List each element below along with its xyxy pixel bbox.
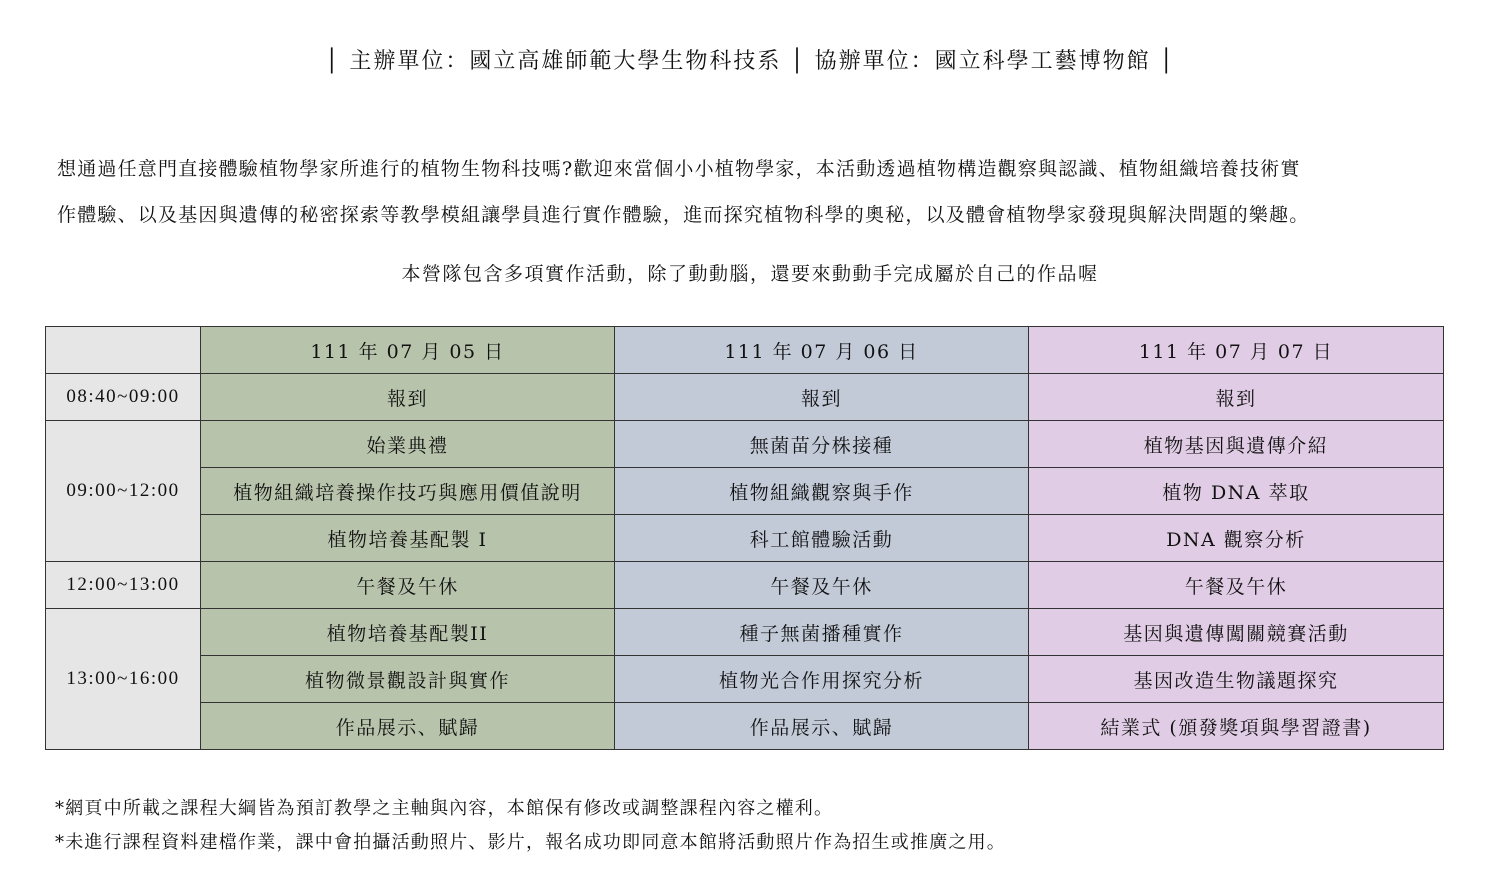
activity-cell: 植物光合作用探究分析 — [615, 656, 1029, 703]
time-slot-cell: 09:00~12:00 — [46, 421, 201, 562]
activity-cell: 科工館體驗活動 — [615, 515, 1029, 562]
activity-cell: 植物培養基配製II — [201, 609, 615, 656]
activity-cell: 植物基因與遺傳介紹 — [1029, 421, 1444, 468]
activity-cell: 報到 — [1029, 374, 1444, 421]
day-header-2: 111 年 07 月 06 日 — [615, 327, 1029, 374]
table-row — [46, 562, 1444, 609]
activity-cell: 無菌苗分株接種 — [615, 421, 1029, 468]
footnote-photo-consent: *未進行課程資料建檔作業，課中會拍攝活動照片、影片，報名成功即同意本館將活動照片作為招生或推廣之用。 — [55, 832, 1006, 853]
table-header-row — [46, 327, 1444, 374]
activity-cell: DNA 觀察分析 — [1029, 515, 1444, 562]
activity-cell: 始業典禮 — [201, 421, 615, 468]
activity-cell: 作品展示、賦歸 — [201, 703, 615, 750]
time-slot-cell: 08:40~09:00 — [46, 374, 201, 421]
table-row — [46, 609, 1444, 656]
table-row — [46, 515, 1444, 562]
table-row — [46, 656, 1444, 703]
activity-cell: 午餐及午休 — [201, 562, 615, 609]
time-slot-cell: 13:00~16:00 — [46, 609, 201, 750]
schedule-table — [45, 326, 1444, 750]
table-row — [46, 468, 1444, 515]
activity-cell: 結業式 (頒發獎項與學習證書) — [1029, 703, 1444, 750]
footnote-disclaimer: *網頁中所載之課程大綱皆為預訂教學之主軸與內容，本館保有修改或調整課程內容之權利。 — [55, 798, 834, 819]
activity-cell: 報到 — [615, 374, 1029, 421]
activity-cell: 報到 — [201, 374, 615, 421]
organizer-header: │ 主辦單位：國立高雄師範大學生物科技系 │ 協辦單位：國立科學工藝博物館 │ — [325, 49, 1175, 74]
activity-cell: 種子無菌播種實作 — [615, 609, 1029, 656]
table-row — [46, 421, 1444, 468]
day-header-1: 111 年 07 月 05 日 — [201, 327, 615, 374]
table-row — [46, 374, 1444, 421]
corner-cell — [46, 327, 201, 374]
intro-paragraph-line-1: 想通過任意門直接體驗植物學家所進行的植物生物科技嗎?歡迎來當個小小植物學家，本活動透過植物構造觀察與認識、植物組織培養技術實 — [57, 158, 1301, 180]
activity-cell: 植物 DNA 萃取 — [1029, 468, 1444, 515]
time-slot-cell: 12:00~13:00 — [46, 562, 201, 609]
camp-highlight: 本營隊包含多項實作活動，除了動動腦，還要來動動手完成屬於自己的作品喔 — [401, 263, 1099, 285]
activity-cell: 作品展示、賦歸 — [615, 703, 1029, 750]
activity-cell: 植物組織培養操作技巧與應用價值說明 — [201, 468, 615, 515]
activity-cell: 基因與遺傳闖關競賽活動 — [1029, 609, 1444, 656]
table-row — [46, 703, 1444, 750]
activity-cell: 基因改造生物議題探究 — [1029, 656, 1444, 703]
activity-cell: 午餐及午休 — [1029, 562, 1444, 609]
day-header-3: 111 年 07 月 07 日 — [1029, 327, 1444, 374]
activity-cell: 午餐及午休 — [615, 562, 1029, 609]
activity-cell: 植物培養基配製 I — [201, 515, 615, 562]
activity-cell: 植物微景觀設計與實作 — [201, 656, 615, 703]
activity-cell: 植物組織觀察與手作 — [615, 468, 1029, 515]
intro-paragraph-line-2: 作體驗、以及基因與遺傳的秘密探索等教學模組讓學員進行實作體驗，進而探究植物科學的奧秘，以及體會植物學家發現與解決問題的樂趣。 — [57, 204, 1310, 226]
